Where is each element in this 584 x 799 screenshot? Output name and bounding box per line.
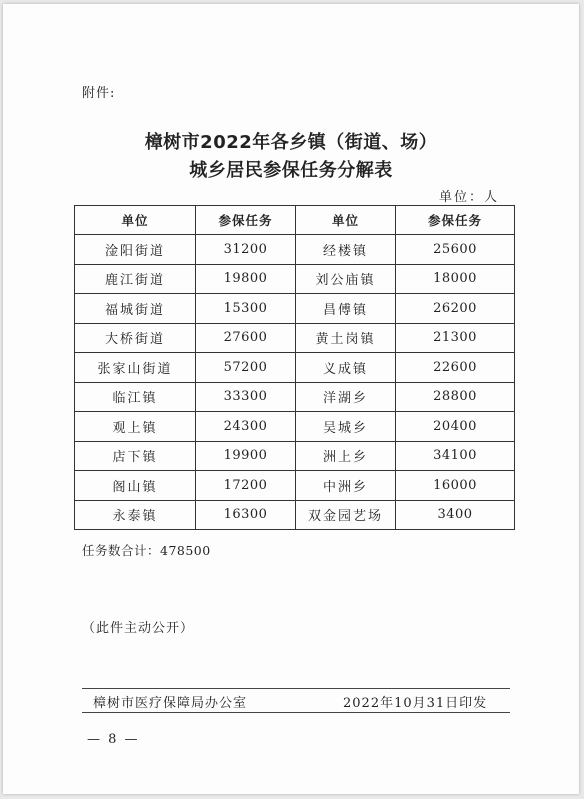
unit-name-cell: 洲上乡 <box>296 441 396 471</box>
table-row <box>75 500 515 530</box>
quota-value-cell: 25600 <box>396 235 515 265</box>
quota-value-cell: 17200 <box>196 471 296 501</box>
table-row <box>75 412 515 442</box>
unit-name-cell: 鹿江街道 <box>75 264 196 294</box>
quota-value-cell: 24300 <box>196 412 296 442</box>
unit-name-cell: 经楼镇 <box>296 235 396 265</box>
quota-value-cell: 26200 <box>396 294 515 324</box>
table-row <box>75 353 515 383</box>
attachment-label: 附件: <box>82 86 116 101</box>
issuer-name: 樟树市医疗保障局办公室 <box>93 696 248 711</box>
quota-value-cell: 19900 <box>196 441 296 471</box>
unit-name-cell: 吴城乡 <box>296 412 396 442</box>
document-page <box>3 4 579 794</box>
header-quota-1: 参保任务 <box>196 206 296 235</box>
table-row <box>75 471 515 501</box>
table-row <box>75 235 515 265</box>
total-text: 任务数合计：478500 <box>82 543 211 558</box>
quota-value-cell: 3400 <box>396 500 515 530</box>
quota-value-cell: 21300 <box>396 323 515 353</box>
document-title-line2: 城乡居民参保任务分解表 <box>189 160 393 181</box>
quota-value-cell: 57200 <box>196 353 296 383</box>
header-unit-1: 单位 <box>75 206 196 235</box>
quota-value-cell: 33300 <box>196 382 296 412</box>
footer-rule-bottom <box>82 712 510 713</box>
quota-table <box>74 205 515 530</box>
table-row <box>75 441 515 471</box>
unit-name-cell: 临江镇 <box>75 382 196 412</box>
header-unit-2: 单位 <box>296 206 396 235</box>
table-row <box>75 264 515 294</box>
unit-name-cell: 刘公庙镇 <box>296 264 396 294</box>
quota-value-cell: 18000 <box>396 264 515 294</box>
unit-label: 单位：人 <box>439 190 500 205</box>
table-header-row <box>75 206 515 235</box>
quota-value-cell: 27600 <box>196 323 296 353</box>
table-row <box>75 294 515 324</box>
unit-name-cell: 福城街道 <box>75 294 196 324</box>
unit-name-cell: 观上镇 <box>75 412 196 442</box>
page-number: — 8 — <box>87 732 140 747</box>
unit-name-cell: 双金园艺场 <box>296 500 396 530</box>
quota-value-cell: 16000 <box>396 471 515 501</box>
table-row <box>75 382 515 412</box>
quota-value-cell: 16300 <box>196 500 296 530</box>
unit-name-cell: 黄土岗镇 <box>296 323 396 353</box>
unit-name-cell: 店下镇 <box>75 441 196 471</box>
quota-value-cell: 20400 <box>396 412 515 442</box>
unit-name-cell: 义成镇 <box>296 353 396 383</box>
footer-rule-top <box>82 688 510 689</box>
unit-name-cell: 洋湖乡 <box>296 382 396 412</box>
header-quota-2: 参保任务 <box>396 206 515 235</box>
table-row <box>75 323 515 353</box>
quota-value-cell: 28800 <box>396 382 515 412</box>
unit-name-cell: 昌傅镇 <box>296 294 396 324</box>
quota-value-cell: 31200 <box>196 235 296 265</box>
unit-name-cell: 大桥街道 <box>75 323 196 353</box>
quota-value-cell: 19800 <box>196 264 296 294</box>
unit-name-cell: 阁山镇 <box>75 471 196 501</box>
print-date: 2022年10月31日印发 <box>343 696 488 711</box>
unit-name-cell: 张家山街道 <box>75 353 196 383</box>
public-note: （此件主动公开） <box>82 621 195 636</box>
unit-name-cell: 中洲乡 <box>296 471 396 501</box>
quota-value-cell: 22600 <box>396 353 515 383</box>
quota-table-body <box>75 235 515 530</box>
unit-name-cell: 淦阳街道 <box>75 235 196 265</box>
unit-name-cell: 永泰镇 <box>75 500 196 530</box>
quota-value-cell: 34100 <box>396 441 515 471</box>
document-title-line1: 樟树市2022年各乡镇（街道、场） <box>144 132 438 153</box>
quota-value-cell: 15300 <box>196 294 296 324</box>
